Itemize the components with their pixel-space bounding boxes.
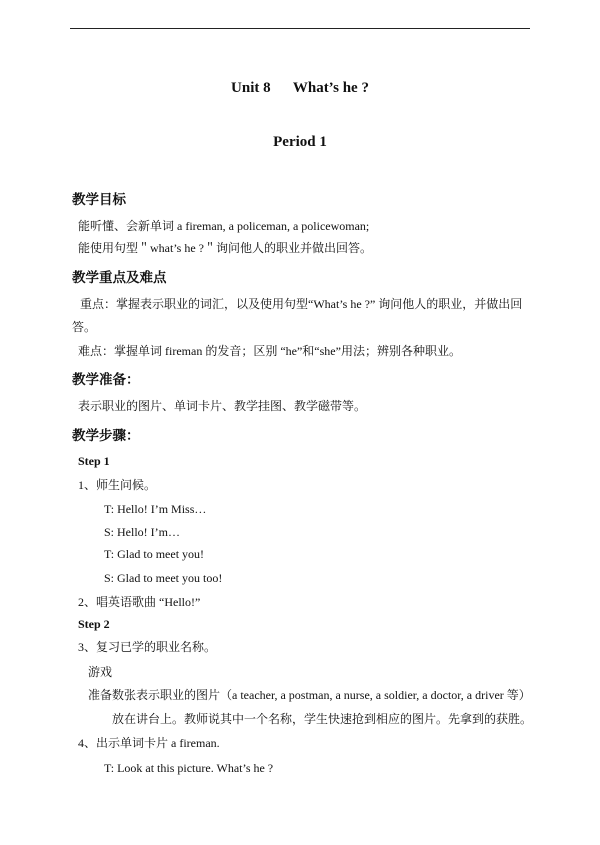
step-2-item-4: 4、出示单词卡片 a fireman. <box>78 736 220 750</box>
step-2-item-3: 3、复习已学的职业名称。 <box>78 640 217 654</box>
dialogue-line-2: S: Hello! I’m… <box>104 525 180 539</box>
procedure-heading: 教学步骤： <box>72 428 140 444</box>
preparation-text: 表示职业的图片、单词卡片、教学挂图、教学磁带等。 <box>78 399 367 413</box>
preparation-heading: 教学准备： <box>72 372 140 388</box>
period-title: Period 1 <box>273 134 327 150</box>
teacher-line: T: Look at this picture. What’s he ? <box>104 761 274 775</box>
header-rule <box>70 28 530 29</box>
objective-line-2: 能使用句型＂what’s he ?＂询问他人的职业并做出回答。 <box>78 241 372 255</box>
step-1-label: Step 1 <box>78 454 110 468</box>
dialogue-line-4: S: Glad to meet you too! <box>104 571 223 585</box>
focus-line-2: 答。 <box>72 320 97 334</box>
unit-title: Unit 8 What’s he ? <box>231 80 369 96</box>
difficulty-line: 难点：掌握单词 fireman 的发音；区别 “he”和“she”用法；辨别各种职业。 <box>78 344 461 358</box>
objective-line-1: 能听懂、会新单词 a fireman, a policeman, a policewoman; <box>78 219 370 233</box>
game-line-2: 放在讲台上。教师说其中一个名称，学生快速抢到相应的图片。先拿到的获胜。 <box>112 712 533 726</box>
focus-line-1: 重点：掌握表示职业的词汇，以及使用句型“What’s he ?” 询问他人的职业，并做出回 <box>80 297 523 311</box>
step-2-label: Step 2 <box>78 617 110 631</box>
game-label: 游戏 <box>88 665 113 679</box>
objectives-heading: 教学目标 <box>72 192 126 208</box>
key-points-heading: 教学重点及难点 <box>72 270 167 286</box>
dialogue-line-1: T: Hello! I’m Miss… <box>104 502 207 516</box>
step-1-item-2: 2、唱英语歌曲 “Hello!” <box>78 595 201 609</box>
game-line-1: 准备数张表示职业的图片（a teacher, a postman, a nurse, a soldier, a doctor, a driver 等） <box>88 688 531 702</box>
step-1-item-1: 1、师生问候。 <box>78 478 157 492</box>
dialogue-line-3: T: Glad to meet you! <box>104 547 205 561</box>
